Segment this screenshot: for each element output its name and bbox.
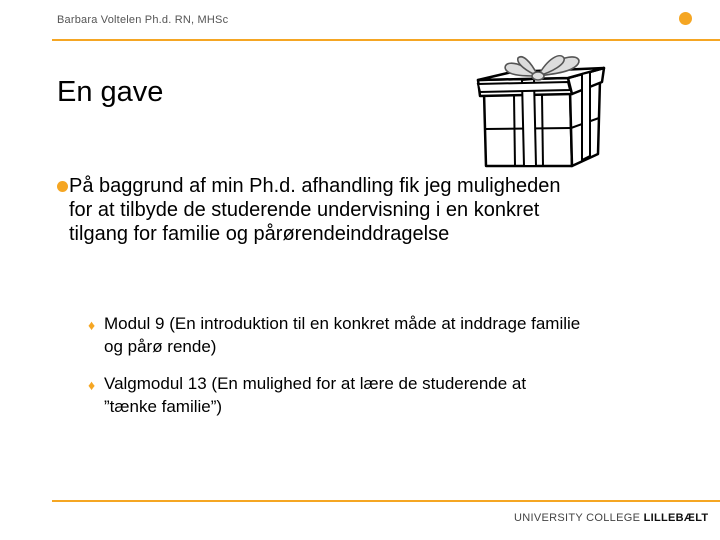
main-bullet-line: for at tilbyde de studerende undervisning i en konkret bbox=[69, 199, 540, 221]
footer-divider bbox=[52, 500, 720, 502]
sub-bullet-line: Modul 9 (En introduktion til en konkret måde at inddrage familie bbox=[104, 314, 581, 333]
main-bullet-line: tilgang for familie og pårørendeinddragelse bbox=[69, 223, 450, 245]
circle-bullet-icon bbox=[57, 181, 68, 192]
sub-bullet-modul-9 bbox=[88, 312, 678, 358]
diamond-bullet-icon: ♦ bbox=[88, 377, 96, 393]
accent-dot bbox=[679, 12, 692, 25]
diamond-bullet-icon: ♦ bbox=[88, 317, 96, 333]
sub-bullet-valgmodul-13 bbox=[88, 372, 678, 418]
logo-text-regular: UNIVERSITY COLLEGE bbox=[514, 512, 641, 524]
university-logo bbox=[514, 512, 708, 524]
gift-icon bbox=[472, 50, 612, 168]
header-divider bbox=[52, 39, 720, 41]
logo-text-bold: LILLEBÆLT bbox=[643, 512, 709, 524]
main-bullet-line: På baggrund af min Ph.d. afhandling fik jeg muligheden bbox=[69, 175, 561, 197]
sub-bullet-line: og pårø rende) bbox=[104, 337, 217, 356]
main-bullet bbox=[57, 174, 657, 246]
author-name: Barbara Voltelen Ph.d. RN, MHSc bbox=[57, 14, 229, 26]
sub-bullet-line: Valgmodul 13 (En mulighed for at lære de studerende at bbox=[104, 374, 527, 393]
sub-bullet-line: ”tænke familie”) bbox=[104, 397, 223, 416]
slide-title: En gave bbox=[57, 76, 164, 108]
